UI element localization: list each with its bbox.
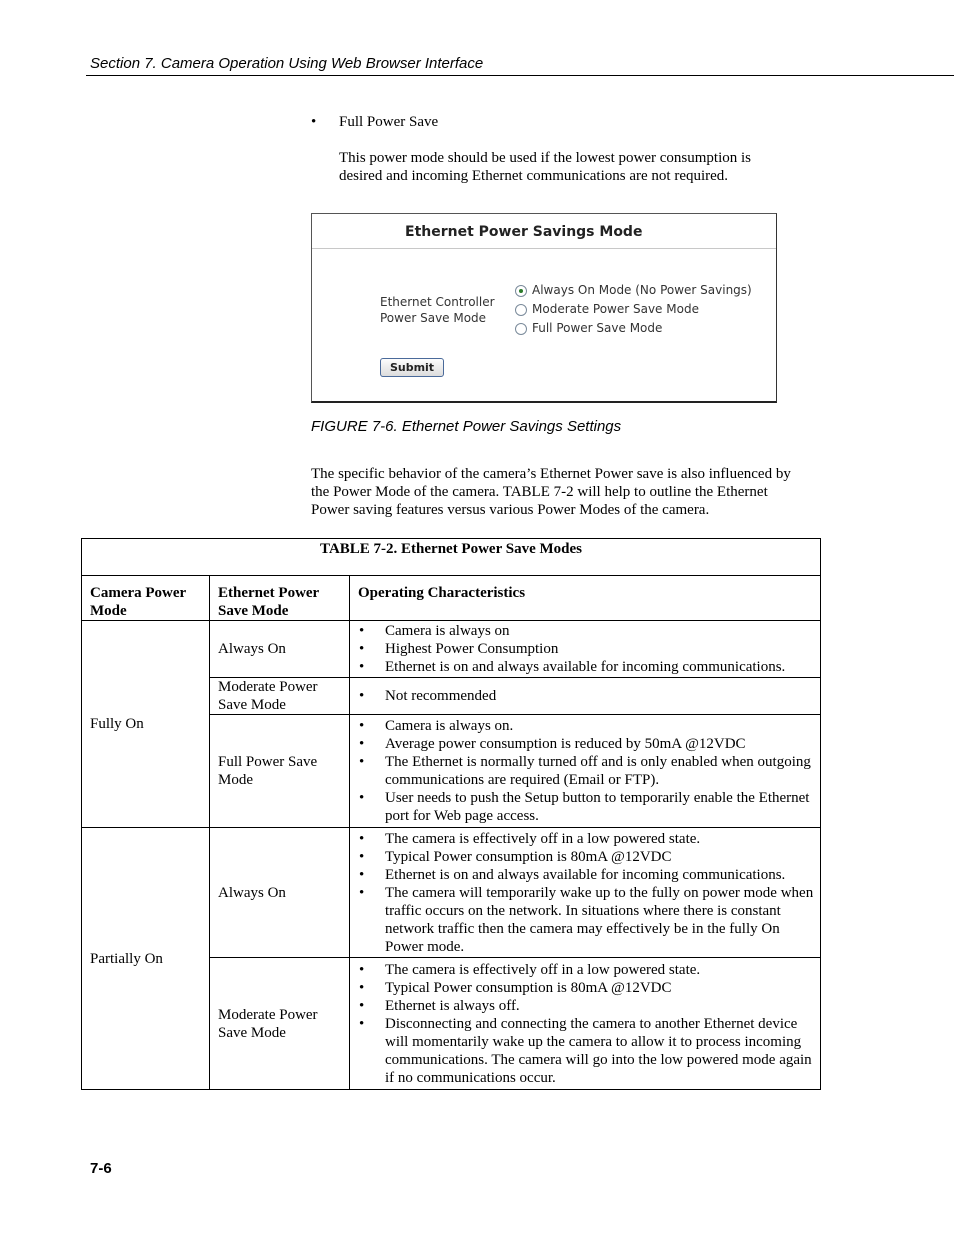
table-caption-text: TABLE 7-2. Ethernet Power Save Modes [320,541,582,557]
table-row [82,621,821,678]
figure-caption: FIGURE 7-6. Ethernet Power Savings Settings [311,418,622,435]
camera-mode-cell: Partially On [82,828,210,1090]
col-header-characteristics: Operating Characteristics [350,576,821,621]
characteristic-item: • Typical Power consumption is 80mA @12VDC [358,848,814,866]
col-header-camera-mode: Camera Power Mode [82,576,210,621]
power-save-modes-table [81,538,821,1090]
characteristics-cell [350,678,821,715]
submit-button[interactable]: Submit [380,358,444,377]
screenshot-divider [312,248,776,249]
characteristic-item: • Ethernet is on and always available for incoming communications. [358,658,814,676]
characteristics-cell [350,958,821,1090]
col-header-ethernet-mode: Ethernet Power Save Mode [210,576,350,621]
ethernet-mode-cell: Always On [210,621,350,678]
characteristic-item: • Ethernet is always off. [358,997,814,1015]
characteristics-cell [350,828,821,958]
characteristic-item: • Camera is always on [358,622,814,640]
characteristics-cell [350,621,821,678]
ethernet-mode-cell: Moderate Power Save Mode [210,958,350,1090]
table-row [82,828,821,958]
characteristic-item: • Camera is always on. [358,717,814,735]
characteristic-item: • The Ethernet is normally turned off and is only enabled when outgoing communications are required (Email or FTP). [358,753,814,789]
ethernet-mode-cell: Full Power Save Mode [210,715,350,828]
characteristic-item: • Disconnecting and connecting the camera to another Ethernet device will momentarily wake up the camera to allow it to process incoming communications. The camera will go into the low powered mode again if no communications occur. [358,1015,814,1087]
screenshot-title: Ethernet Power Savings Mode [405,224,643,240]
running-header: Section 7. Camera Operation Using Web Browser Interface [90,55,484,72]
characteristic-item: • The camera will temporarily wake up to the fully on power mode when traffic occurs on the network. In situations where there is constant network traffic then the camera may effectively be in the fully On Power mode. [358,884,814,956]
ethernet-mode-cell: Moderate Power Save Mode [210,678,350,715]
ethernet-mode-cell: Always On [210,828,350,958]
camera-mode-cell: Fully On [82,621,210,828]
characteristic-item: • The camera is effectively off in a low powered state. [358,830,814,848]
characteristic-item: • Average power consumption is reduced by 50mA @12VDC [358,735,814,753]
intro-description: This power mode should be used if the lowest power consumption is desired and incoming Ethernet communications are not required. [339,150,752,184]
characteristic-item: • The camera is effectively off in a low powered state. [358,961,814,979]
radio-option-label: Full Power Save Mode [532,321,663,335]
characteristic-item: • Typical Power consumption is 80mA @12VDC [358,979,814,997]
radio-button-icon[interactable] [515,285,527,297]
power-save-mode-label: Ethernet Controller Power Save Mode [380,295,495,325]
radio-option-label: Always On Mode (No Power Savings) [532,283,752,297]
characteristic-item: • Ethernet is on and always available for incoming communications. [358,866,814,884]
header-rule [86,75,954,76]
table-caption [82,539,821,576]
radio-button-icon[interactable] [515,304,527,316]
characteristic-item: • Highest Power Consumption [358,640,814,658]
characteristic-item: • Not recommended [358,687,814,705]
characteristics-cell [350,715,821,828]
bullet-icon: • [311,114,317,130]
radio-button-icon[interactable] [515,323,527,335]
body-paragraph: The specific behavior of the camera’s Ethernet Power save is also influenced by the Power Mode of the camera. TABLE 7-2 will help to outline the Ethernet Power saving features versus various Power Modes of the camera. [311,466,791,518]
ethernet-power-settings-screenshot [311,213,777,403]
intro-bullet-label: Full Power Save [339,114,439,130]
radio-option-label: Moderate Power Save Mode [532,302,699,316]
characteristic-item: • User needs to push the Setup button to temporarily enable the Ethernet port for Web page access. [358,789,814,825]
page-number: 7-6 [90,1160,112,1177]
